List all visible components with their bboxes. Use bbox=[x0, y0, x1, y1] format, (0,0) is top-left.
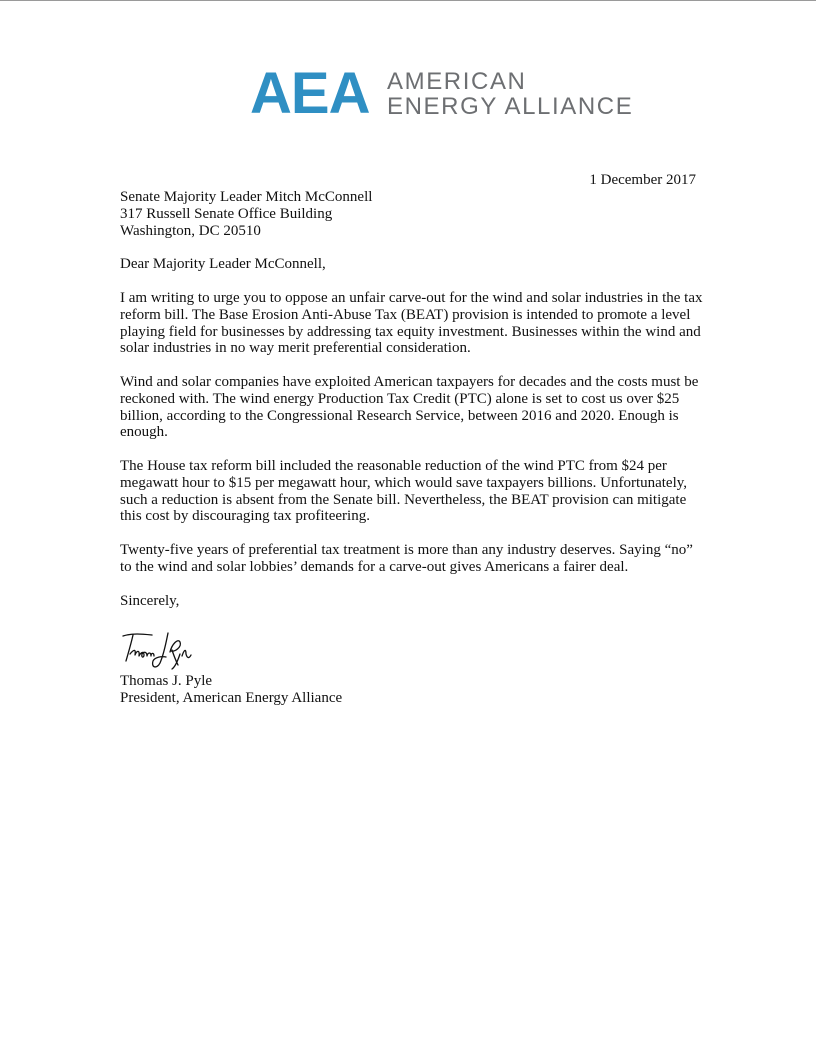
closing-text: Sincerely, bbox=[120, 593, 180, 609]
paragraph-line: I am writing to urge you to oppose an unfair carve-out for the wind and solar industries in the tax bbox=[120, 290, 703, 306]
signer-name: Thomas J. Pyle bbox=[120, 673, 213, 689]
recipient-address bbox=[120, 189, 700, 239]
recipient-line: 317 Russell Senate Office Building bbox=[120, 205, 333, 222]
paragraph-line: megawatt hour to $15 per megawatt hour, which would save taxpayers billions. Unfortunately, bbox=[120, 474, 688, 491]
paragraph-line: solar industries in no way merit preferential consideration. bbox=[120, 340, 471, 357]
logo-org-name bbox=[387, 68, 634, 120]
paragraph-line: billion, according to the Congressional Research Service, between 2016 and 2020. Enough is bbox=[120, 407, 679, 424]
closing bbox=[120, 593, 700, 610]
letter-date: 1 December 2017 bbox=[589, 172, 696, 188]
top-border-rule bbox=[0, 0, 816, 1]
paragraph-line: The House tax reform bill included the reasonable reduction of the wind PTC from $24 per bbox=[120, 458, 667, 474]
paragraph-line: this cost by discouraging tax profiteering. bbox=[120, 508, 370, 525]
body-paragraph-1 bbox=[120, 290, 703, 357]
logo-name-line-1: AMERICAN bbox=[387, 68, 527, 95]
salutation-text: Dear Majority Leader McConnell, bbox=[120, 256, 326, 272]
body-paragraph-4 bbox=[120, 542, 700, 576]
recipient-line: Senate Majority Leader Mitch McConnell bbox=[120, 189, 373, 205]
body-paragraph-3 bbox=[120, 458, 700, 525]
logo-mark: AEA bbox=[250, 61, 370, 126]
signer-title: President, American Energy Alliance bbox=[120, 689, 343, 706]
paragraph-line: Twenty-five years of preferential tax treatment is more than any industry deserves. Saying “no” bbox=[120, 542, 693, 558]
handwritten-signature bbox=[120, 630, 192, 670]
body-paragraph-2 bbox=[120, 374, 700, 441]
paragraph-line: enough. bbox=[120, 424, 168, 441]
paragraph-line: reform bill. The Base Erosion Anti-Abuse Tax (BEAT) provision is intended to promote a level bbox=[120, 306, 691, 323]
salutation bbox=[120, 256, 700, 273]
paragraph-line: to the wind and solar lobbies’ demands for a carve-out gives Americans a fairer deal. bbox=[120, 558, 629, 575]
logo-name-line-2: ENERGY ALLIANCE bbox=[387, 93, 634, 120]
signature-block bbox=[120, 673, 700, 707]
paragraph-line: Wind and solar companies have exploited American taxpayers for decades and the costs must be bbox=[120, 374, 699, 390]
recipient-line: Washington, DC 20510 bbox=[120, 222, 261, 239]
paragraph-line: such a reduction is absent from the Senate bill. Nevertheless, the BEAT provision can mitigate bbox=[120, 491, 687, 508]
paragraph-line: playing field for businesses by addressing tax equity investment. Businesses within the wind and bbox=[120, 323, 701, 340]
paragraph-line: reckoned with. The wind energy Production Tax Credit (PTC) alone is set to cost us over $25 bbox=[120, 390, 680, 407]
